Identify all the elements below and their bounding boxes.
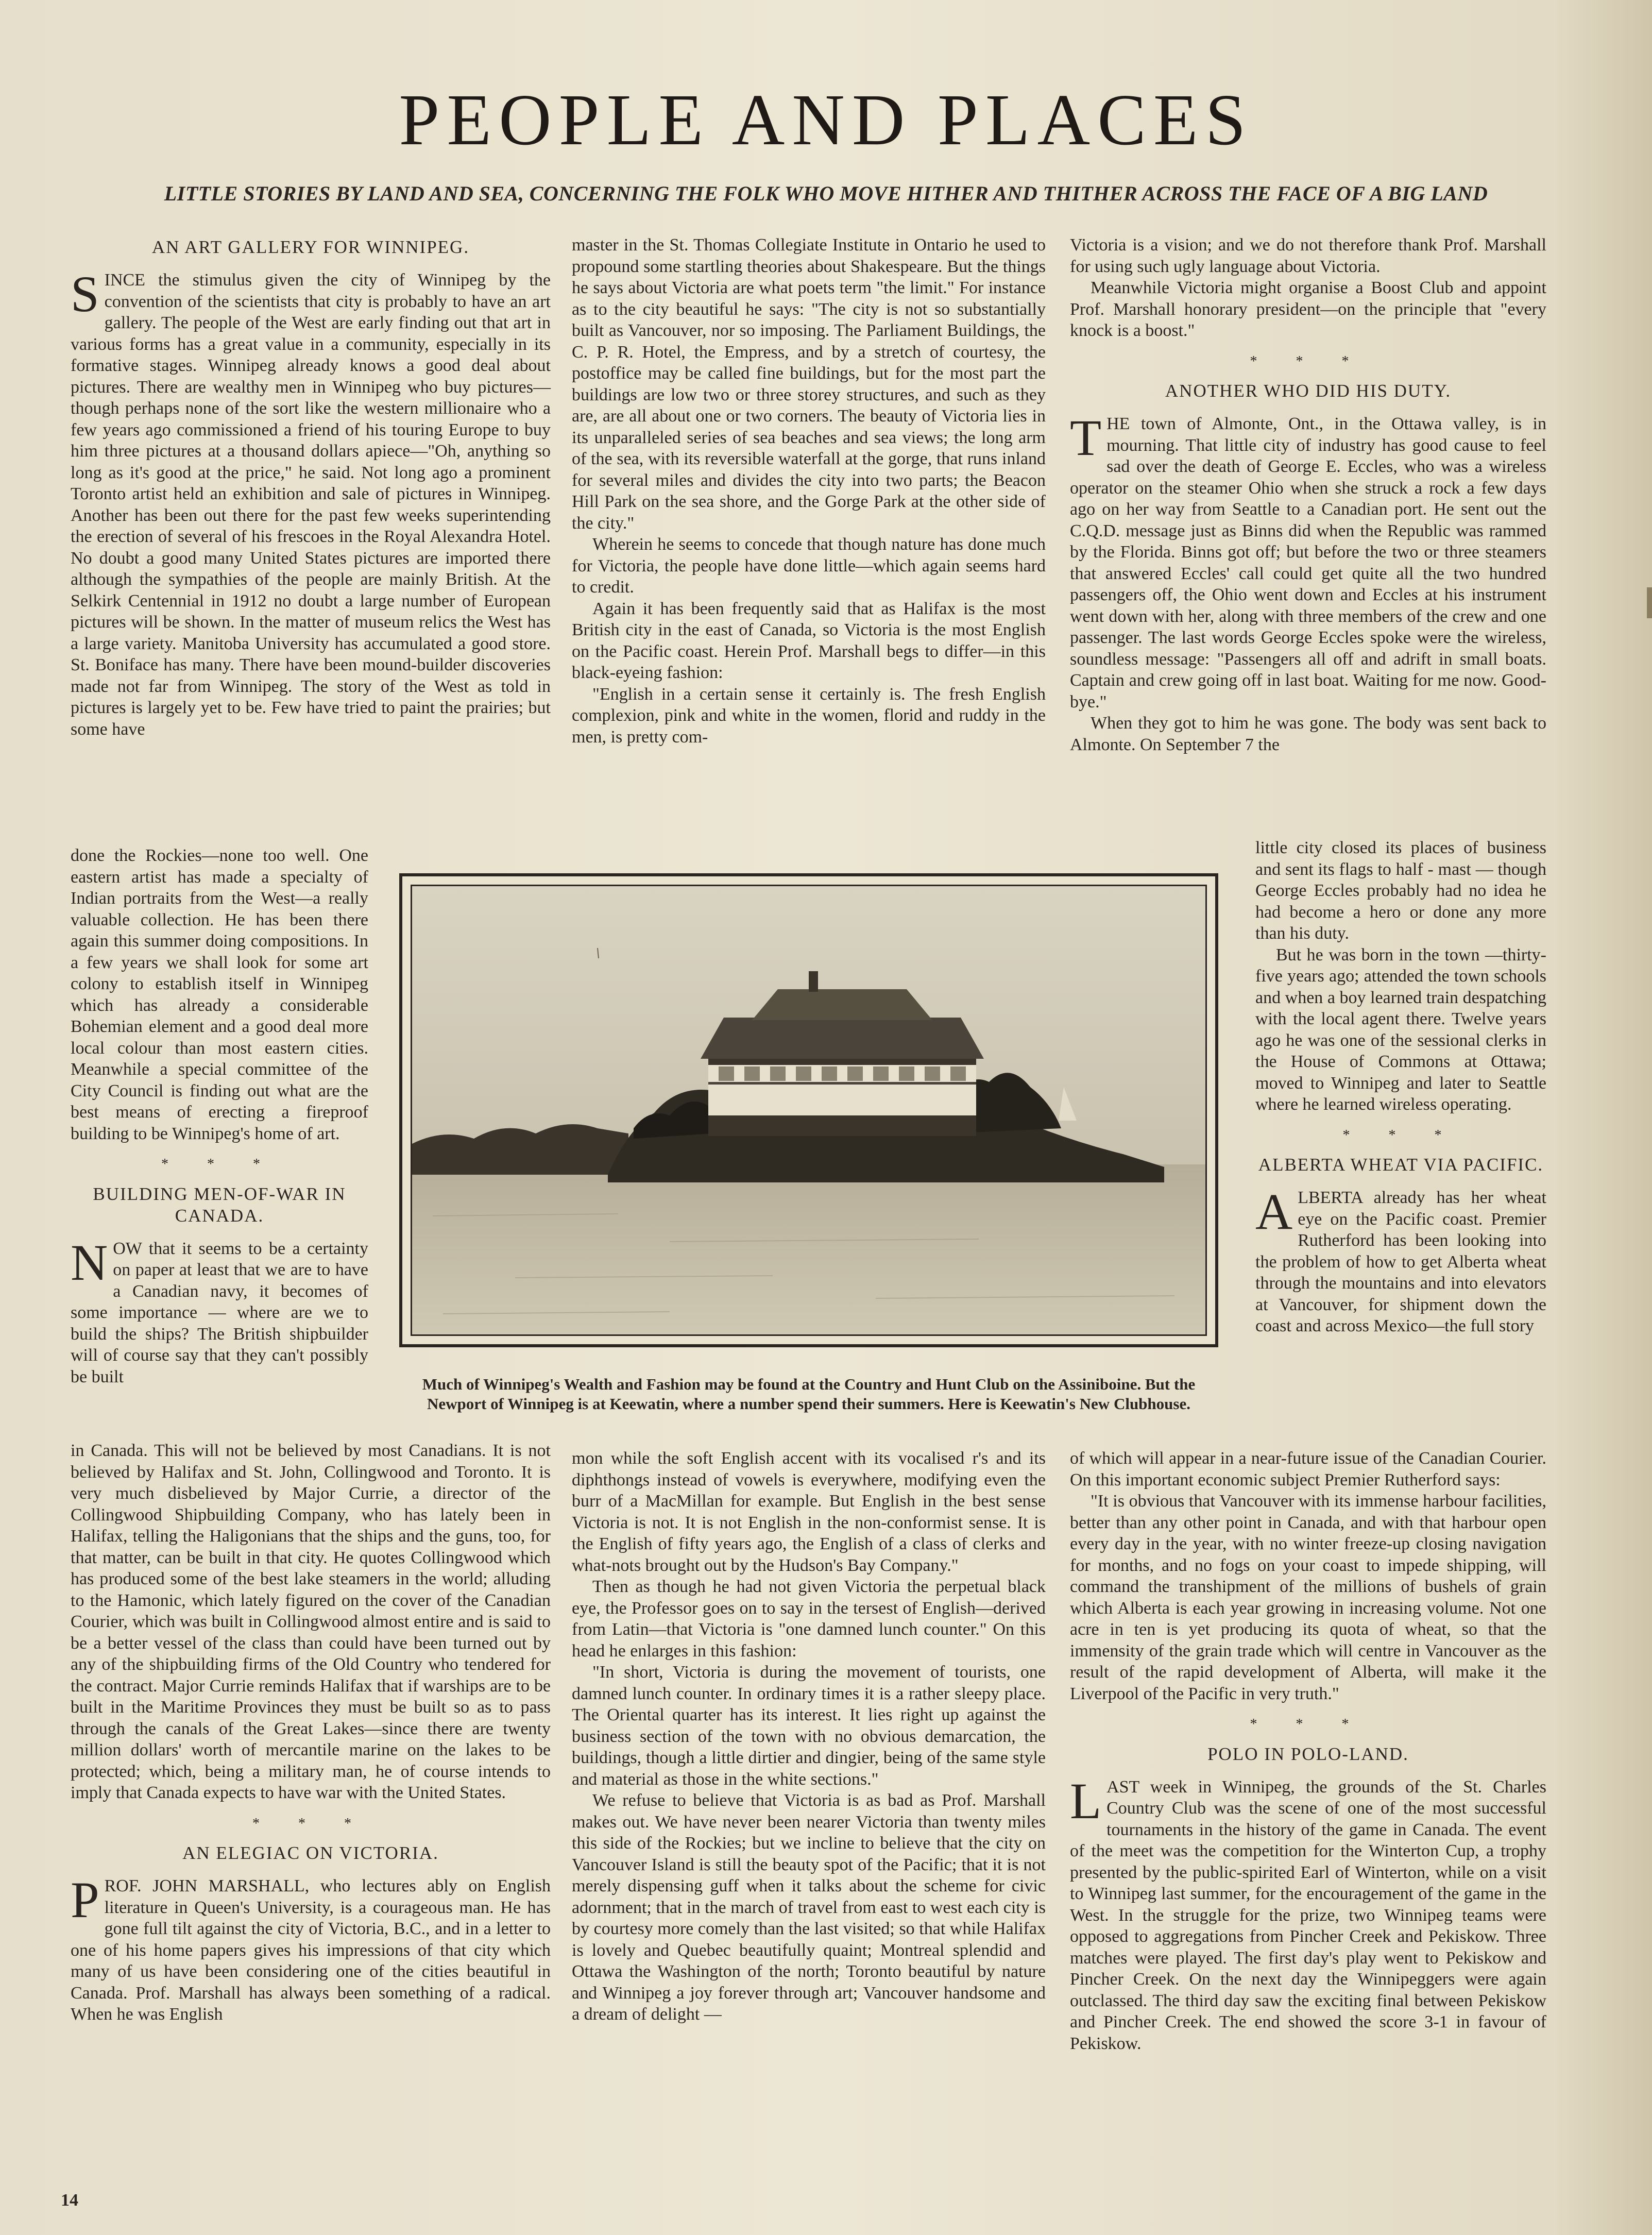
drop-cap-l: L [1070,1772,1102,1830]
elegiac-col2-p4: "English in a certain sense it certainly is. The fresh English complexion, pink and white in the women, florid and ruddy in the men, is pretty com- [572,684,1046,747]
page-number: 14 [61,2191,78,2210]
column-1-narrow [71,845,368,1387]
article-heading-wheat: ALBERTA WHEAT VIA PACIFIC. [1258,1155,1544,1175]
article-heading-art-gallery: AN ART GALLERY FOR WINNIPEG. [151,237,470,257]
elegiac-col2-p2: Wherein he seems to concede that though nature has done much for Victoria, the people have done little—which again seems hard to credit. [572,535,1046,597]
column-3-bottom [1070,1448,1546,2054]
column-3-top [1070,234,1546,755]
column-2-top [572,234,1046,748]
drop-cap-s: S [71,265,99,323]
wheat-paragraph-1: ALBERTA already has her wheat eye on the Pacific coast. Premier Rutherford has been looking into the problem of how to get Alberta wheat through the mountains and into elevators at Vancouver, for shipment down the coast and across Mexico—the full story [1255,1183,1546,1335]
art-gallery-paragraph: SINCE the stimulus given the city of Winnipeg by the convention of the scientists that city is probably to have an art gallery. The people of the West are early finding out that art in various forms has a great value in a community, especially in its formative stages. Winnipeg already knows a good deal about pictures. There are wealthy men in Winnipeg who buy pictures—though perhaps none of the sort like the western millionaire who a few years ago commissioned a friend of his touring Europe to buy him three pictures at a thousand dollars apiece—"Oh, anything so long as it's good at the price," he said. Not long ago a prominent Toronto artist held an exhibition and sale of pictures in Winnipeg. Another has been out there for the past few weeks superintending the erection of several of his frescoes in the Royal Alexandra Hotel. No doubt a good many United States pictures are imported there although the sympathies of the people are mainly British. At the Selkirk Centennial in 1912 no doubt a large number of European pictures will be shown. In the matter of museum relics the West has a large variety. Manitoba University has accumulated a good store. St. Boniface has many. There have been mound-builder discoveries made not far from Winnipeg. The story of the West as told in pictures is largely yet to be. Few have tried to paint the prairies; but some have [71,265,551,739]
section-divider: * * * [161,1156,278,1172]
section-divider: * * * [1342,1127,1459,1143]
drop-cap-n: N [71,1233,108,1291]
duty-paragraph-1: THE town of Almonte, Ont., in the Ottawa valley, is in mourning. That little city of industry has good cause to feel sad over the death of George E. Eccles, who was a wireless operator on the steamer Ohio when she struck a rock a few days ago on her way from Seattle to a Canadian port. He sent out the C.Q.D. message just as Binns did when the Republic was rammed by the Florida. Binns got off; but before the two or three steamers that answered Eccles' call could get quite all the two hundred passengers off, the Ohio went down and Eccles at his instrument went down with her, along with three members of the crew and one passenger. The last words George Eccles spoke were the wireless, soundless message: "Passengers all off and adrift in small boats. Captain and crew going off in last boat. Waiting for me now. Good-bye." [1070,409,1546,712]
section-divider: * * * [252,1815,369,1832]
art-gallery-continued: done the Rockies—none too well. One eastern artist has made a specialty of Indian portraits from the West—a really valuable collection. He has been there again this summer doing compositions. In a few years we shall look for some art colony to establish itself in Winnipeg which has already a considerable Bohemian element and a good deal more local colour than most eastern cities. Meanwhile a special committee of the City Council is finding out what are the best means of erecting a fireproof building to be Winnipeg's home of art. [71,846,368,1143]
elegiac-paragraph: PROF. JOHN MARSHALL, who lectures ably on English literature in Queen's University, is a courageous man. He has gone full tilt against the city of Victoria, B.C., and in a letter to one of his home papers gives his impressions of that city which many of us have been considering one of the cities beautiful in Canada. Prof. Marshall has always been something of a radical. When he was English [71,1871,551,2024]
page-title: PEOPLE AND PLACES [399,79,1253,160]
clubhouse-photograph [399,873,1218,1347]
elegiac-col3-p2: Meanwhile Victoria might organise a Boost Club and appoint Prof. Marshall honorary president—on the principle that "every knock is a boost." [1070,278,1546,340]
photo-frame-inner [411,885,1207,1336]
elegiac-col2-p8: We refuse to believe that Victoria is as bad as Prof. Marshall makes out. We have never been nearer Victoria than twenty miles this side of the Rockies; but we incline to believe that the city on Vancouver Island is still the beauty spot of the Pacific; that it is not merely dispensing guff when it talks about the scheme for civic adornment; that in the march of travel from east to west each city is by courtesy more comely than the last visited; so that while Halifax is lovely and Quebec beautifully quaint; Montreal splendid and Ottawa the Washington of the north; Toronto beautiful by nature and Winnipeg a joy forever through art; Vancouver handsome and a dream of delight — [572,1791,1046,2024]
keewatin-clubhouse-image [412,886,1205,1334]
elegiac-col2-p6: Then as though he had not given Victoria the perpetual black eye, the Professor goes on to say in the tersest of English—derived from Latin—that Victoria is "one damned lunch counter." On this head he enlarges in this fashion: [572,1577,1046,1661]
article-heading-men-of-war: BUILDING MEN-OF-WAR IN CANADA. [93,1183,346,1226]
drop-cap-p: P [71,1871,99,1928]
column-2-bottom [572,1448,1046,2025]
elegiac-col2-p3: Again it has been frequently said that as Halifax is the most British city in the east of Canada, so Victoria is the most English on the Pacific coast. Herein Prof. Marshall begs to differ—in this black-eyeing fashion: [572,599,1046,682]
drop-cap-a: A [1255,1183,1293,1240]
page-subtitle: LITTLE STORIES BY LAND AND SEA, CONCERNING THE FOLK WHO MOVE HITHER AND THITHER ACROSS THE FACE OF A BIG LAND [164,182,1488,205]
section-divider: * * * [1250,353,1367,369]
column-1-top [71,234,551,740]
article-heading-elegiac: AN ELEGIAC ON VICTORIA. [182,1843,439,1863]
elegiac-col2-p5: mon while the soft English accent with its vocalised r's and its diphthongs instead of vowels is everywhere, modifying even the burr of a MacMillan for example. But English in the best sense Victoria is not. It is not English in the non-conformist sense. It is the English of fifty years ago, the English of a class of clerks and what-nots brought out by the Hudson's Bay Company." [572,1449,1046,1575]
wheat-paragraph-2: "It is obvious that Vancouver with its immense harbour facilities, better than any other point in Canada, and with that harbour open every day in the year, with no winter freeze-up closing navigation for months, and no fogs on your coast to impede shipping, will command the transhipment of the millions of bushels of grain which Alberta is each year growing in increasing volume. Not one acre in ten is yet producing its quota of wheat, so that the immensity of the grain trade which will centre in Vancouver as the result of the rapid development of Alberta, will make it the Liverpool of the Pacific in very truth." [1070,1492,1546,1703]
elegiac-col2-p7: "In short, Victoria is during the movement of tourists, one damned lunch counter. In ordinary times it is a rather sleepy place. The Oriental quarter has its interest. It lies right up against the business section of the town with no obvious demarcation, the buildings, though a little dirtier and dingier, being of the same style and material as those in the white sections." [572,1663,1046,1789]
elegiac-col2-p1: master in the St. Thomas Collegiate Institute in Ontario he used to propound some startling theories about Shakespeare. But the things he says about Victoria are what poets term "the limit." For instance as to the city beautiful he says: "The city is not so substantially built as Vancouver, nor so imposing. The Parliament Buildings, the C. P. R. Hotel, the Empress, and by a stretch of courtesy, the postoffice may be called fine buildings, but for the most part the buildings are low two or three storey structures, and such as they are, are all about one or two corners. The beauty of Victoria lies in its unparalleled series of sea beaches and sea views; the long arm of the sea, with its reversible waterfall at the gorge, that runs inland for several miles and divides the city into two parts; the Beacon Hill Park on the sea shore, and the Gorge Park at the other side of the city." [572,235,1046,533]
wheat-paragraph-1-continued: of which will appear in a near-future issue of the Canadian Courier. On this important economic subject Premier Rutherford says: [1070,1449,1546,1489]
section-divider: * * * [1250,1716,1367,1732]
column-3-narrow [1255,837,1546,1337]
men-of-war-paragraph: NOW that it seems to be a certainty on paper at least that we are to have a Canadian navy, it becomes of some importance — where are we to build the ships? The British shipbuilder will of course say that they can't possibly be built [71,1233,368,1386]
binding-mark [1647,587,1652,618]
column-1-bottom [71,1440,551,2025]
duty-paragraph-2: When they got to him he was gone. The body was sent back to Almonte. On September 7 the [1070,714,1546,754]
article-heading-duty: ANOTHER WHO DID HIS DUTY. [1165,381,1452,401]
drop-cap-t: T [1070,409,1102,466]
men-of-war-continued: in Canada. This will not be believed by most Canadians. It is not believed by Halifax and St. John, Collingwood and Toronto. It is very much disbelieved by Major Currie, a director of the Collingwood Shipbuilding Company, who has lately been in Halifax, telling the Haligonians that the ships and the guns, too, for that matter, can be built in that city. He quotes Collingwood which has produced some of the best lake steamers in the world; alluding to the Hamonic, which lately figured on the cover of the Canadian Courier, which was built in Collingwood almost entire and is said to be a better vessel of the class than could have been turned out by any of the shipbuilding firms of the Old Country who tendered for the contract. Major Currie reminds Halifax that if warships are to be built in the Maritime Provinces they must be built so as to pass through the canals of the Great Lakes—since there are twenty million dollars' worth of mercantile marine on the lakes to be protected; which, being a military man, he of course intends to imply that Canada expects to have war with the United States. [71,1441,551,1802]
elegiac-col3-p1: Victoria is a vision; and we do not therefore thank Prof. Marshall for using such ugly language about Victoria. [1070,235,1546,276]
polo-paragraph: LAST week in Winnipeg, the grounds of the St. Charles Country Club was the scene of one of the most successful tournaments in the history of the game in Canada. The event of the meet was the competition for the Winterton Cup, a trophy presented by the public-spirited Earl of Winterton, while on a visit to Winnipeg last summer, for the encouragement of the game in the West. In the struggle for the prize, two Winnipeg teams were opposed to aggregations from Pincher Creek and Pekiskow. Three matches were played. The first day's play went to Pekiskow and Pincher Creek. On the next day the Winnipeggers were again outclassed. The third day saw the exciting final between Pekiskow and Pincher Creek. The end showed the score 3-1 in favour of Pekiskow. [1070,1772,1546,2053]
duty-paragraph-3: But he was born in the town —thirty-five years ago; attended the town schools and when a boy learned train despatching with the local agent there. Twelve years ago he was one of the sessional clerks in the House of Commons at Ottawa; moved to Winnipeg and later to Seattle where he learned wireless operating. [1255,945,1546,1114]
photo-caption: Much of Winnipeg's Wealth and Fashion may be found at the Country and Hunt Club on the Assiniboine. But the Newport of Winnipeg is at Keewatin, where a number spend their summers. Here is Keewatin's New Clubhouse. [422,1375,1196,1413]
article-heading-polo: POLO IN POLO-LAND. [1207,1743,1409,1764]
duty-paragraph-2-continued: little city closed its places of business and sent its flags to half - mast — though George Eccles probably had no idea he had become a hero or done any more than his duty. [1255,838,1546,943]
